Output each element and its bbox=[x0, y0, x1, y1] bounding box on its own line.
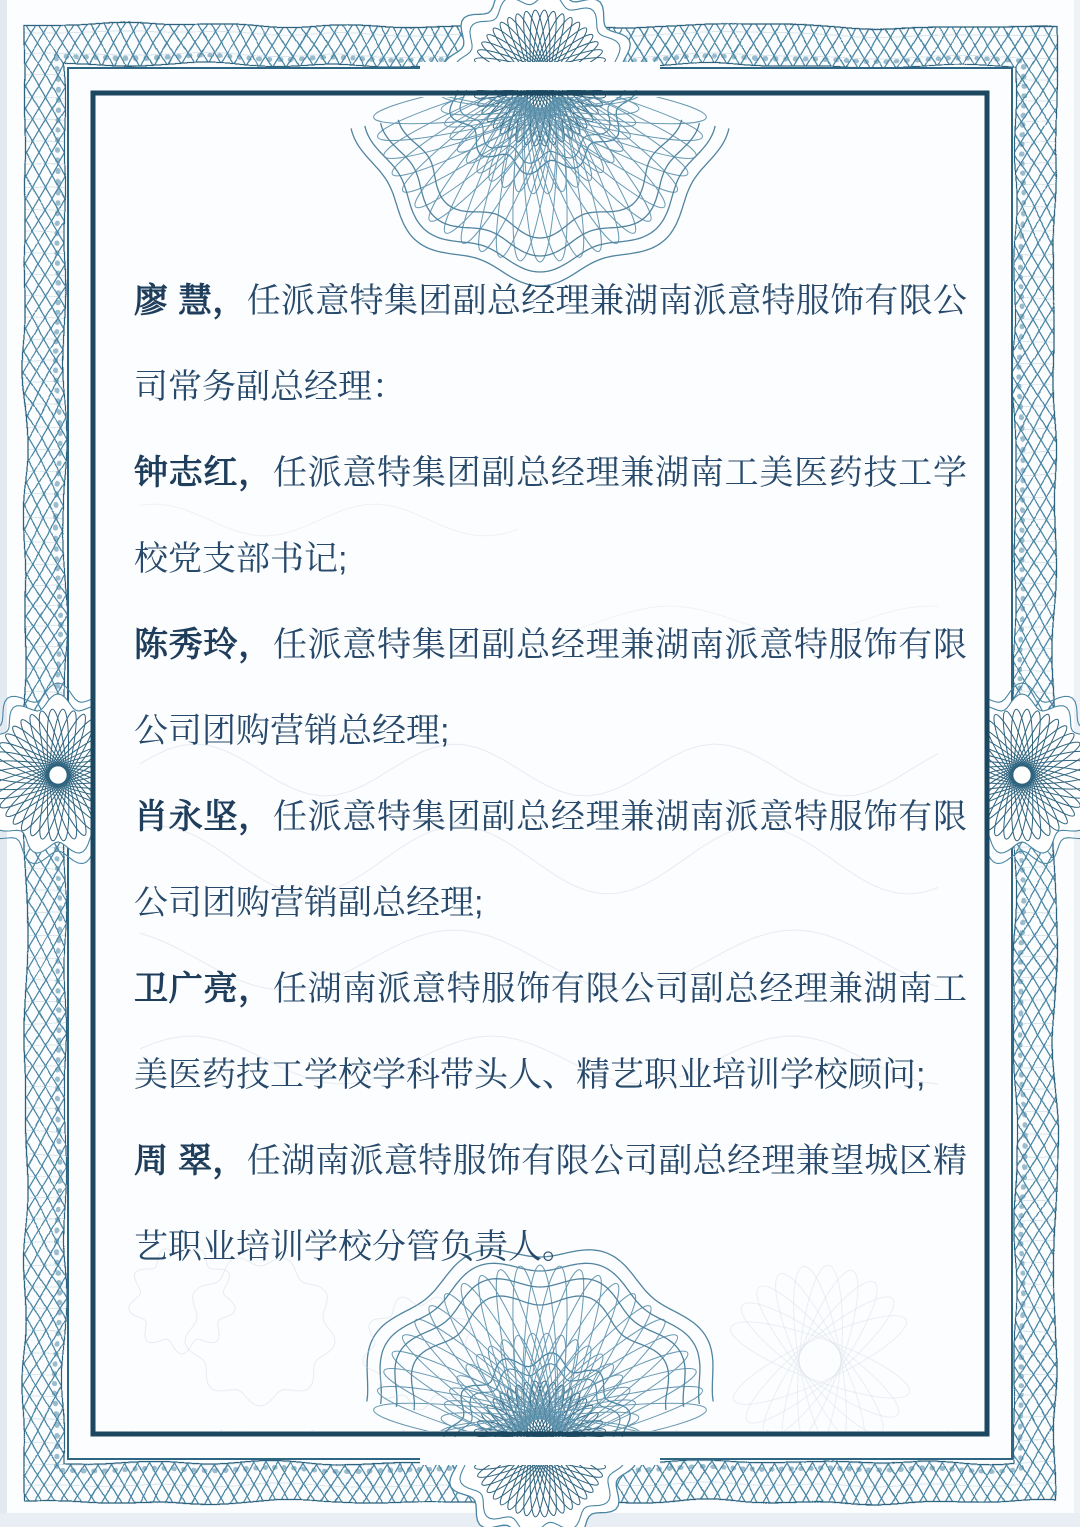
appointment-description: 任派意特集团副总经理兼湖南派意特服饰有限公司团购营销总经理; bbox=[134, 626, 968, 750]
appointment-description: 任派意特集团副总经理兼湖南派意特服饰有限公司常务副总经理： bbox=[134, 282, 968, 406]
name-separator: ， bbox=[238, 970, 273, 1008]
name-separator: ， bbox=[212, 282, 247, 320]
person-name: 周 翠 bbox=[134, 1142, 213, 1180]
appointment-paragraph bbox=[134, 602, 967, 774]
name-separator: ， bbox=[238, 454, 273, 492]
name-separator: ， bbox=[238, 626, 273, 664]
appointment-description: 任湖南派意特服饰有限公司副总经理兼望城区精艺职业培训学校分管负责人。 bbox=[134, 1142, 968, 1266]
person-name: 廖 慧 bbox=[134, 282, 213, 320]
appointment-paragraph bbox=[134, 258, 967, 430]
person-name: 陈秀玲 bbox=[134, 626, 239, 664]
appointment-description: 任派意特集团副总经理兼湖南工美医药技工学校党支部书记; bbox=[134, 454, 968, 578]
person-name: 钟志红 bbox=[134, 454, 239, 492]
appointment-description: 任派意特集团副总经理兼湖南派意特服饰有限公司团购营销副总经理; bbox=[134, 798, 968, 922]
name-separator: ， bbox=[238, 798, 273, 836]
person-name: 卫广亮 bbox=[134, 970, 239, 1008]
appointment-paragraph bbox=[134, 774, 967, 946]
appointment-paragraph bbox=[134, 1118, 967, 1290]
person-name: 肖永坚 bbox=[134, 798, 239, 836]
name-separator: ， bbox=[212, 1142, 247, 1180]
appointment-text-block bbox=[134, 258, 967, 1290]
appointment-paragraph bbox=[134, 946, 967, 1118]
appointment-paragraph bbox=[134, 430, 967, 602]
appointment-description: 任湖南派意特服饰有限公司副总经理兼湖南工美医药技工学校学科带头人、精艺职业培训学校顾问; bbox=[134, 970, 968, 1094]
